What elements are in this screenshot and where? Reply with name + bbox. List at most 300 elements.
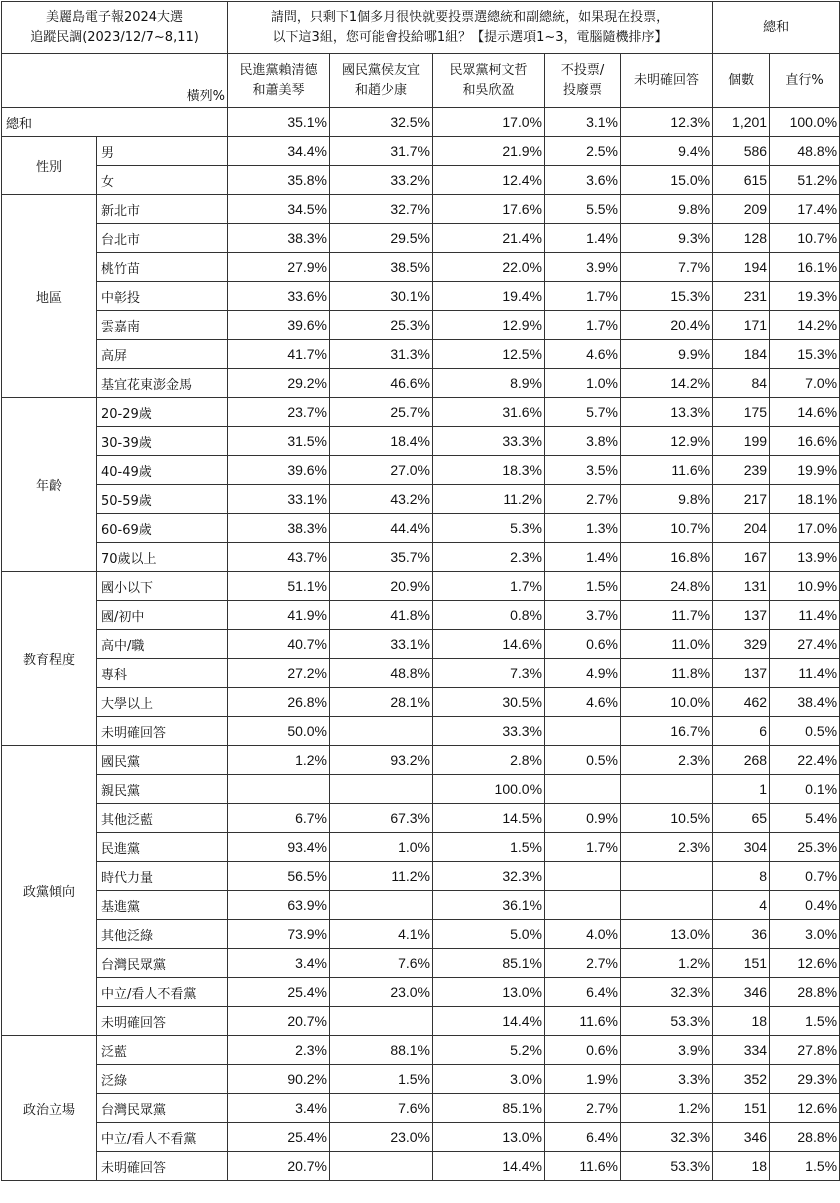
data-cell: 17.6% xyxy=(433,195,545,224)
group-label: 性別 xyxy=(2,137,97,195)
data-cell: 93.4% xyxy=(228,833,330,862)
data-cell: 9.4% xyxy=(621,137,713,166)
data-cell: 32.3% xyxy=(433,862,545,891)
data-cell: 6.4% xyxy=(545,978,621,1007)
data-cell: 17.0% xyxy=(433,108,545,137)
data-cell: 11.2% xyxy=(330,862,433,891)
column-header-line: 和趙少康 xyxy=(355,82,408,98)
data-cell: 11.4% xyxy=(770,659,840,688)
data-cell: 231 xyxy=(713,282,770,311)
data-cell: 23.7% xyxy=(228,398,330,427)
data-cell: 199 xyxy=(713,427,770,456)
group-label: 地區 xyxy=(2,195,97,398)
data-cell: 21.4% xyxy=(433,224,545,253)
data-cell: 13.0% xyxy=(433,978,545,1007)
table-row xyxy=(2,978,840,1007)
data-cell: 29.2% xyxy=(228,369,330,398)
data-cell: 1.4% xyxy=(545,543,621,572)
data-cell: 1.7% xyxy=(545,282,621,311)
data-cell xyxy=(228,775,330,804)
data-cell: 151 xyxy=(713,1094,770,1123)
data-cell: 15.3% xyxy=(621,282,713,311)
data-cell: 16.6% xyxy=(770,427,840,456)
data-cell: 4.1% xyxy=(330,920,433,949)
data-cell: 100.0% xyxy=(770,108,840,137)
data-cell: 1.2% xyxy=(621,949,713,978)
data-cell: 16.1% xyxy=(770,253,840,282)
data-cell: 90.2% xyxy=(228,1065,330,1094)
data-cell: 23.0% xyxy=(330,1123,433,1152)
table-body xyxy=(2,108,840,1181)
data-cell: 56.5% xyxy=(228,862,330,891)
column-header-line: 民進黨賴清德 xyxy=(239,62,318,78)
data-cell: 38.4% xyxy=(770,688,840,717)
table-row xyxy=(2,572,840,601)
data-cell: 239 xyxy=(713,456,770,485)
row-label: 60-69歲 xyxy=(97,514,228,543)
data-cell: 12.5% xyxy=(433,340,545,369)
data-cell: 28.8% xyxy=(770,1123,840,1152)
data-cell: 14.4% xyxy=(433,1152,545,1181)
data-cell: 53.3% xyxy=(621,1152,713,1181)
row-label: 中立/看人不看黨 xyxy=(97,1123,228,1152)
data-cell: 184 xyxy=(713,340,770,369)
table-title-line-2: 追蹤民調(2023/12/7~8,11) xyxy=(30,29,199,45)
data-cell: 51.2% xyxy=(770,166,840,195)
data-cell: 28.1% xyxy=(330,688,433,717)
data-cell: 0.6% xyxy=(545,630,621,659)
column-header xyxy=(770,54,840,108)
data-cell: 19.9% xyxy=(770,456,840,485)
table-row xyxy=(2,659,840,688)
data-cell: 1.5% xyxy=(770,1007,840,1036)
table-row xyxy=(2,253,840,282)
data-cell: 1 xyxy=(713,775,770,804)
data-cell: 462 xyxy=(713,688,770,717)
row-label: 國小以下 xyxy=(97,572,228,601)
data-cell: 13.3% xyxy=(621,398,713,427)
row-label: 未明確回答 xyxy=(97,1152,228,1181)
row-label: 50-59歲 xyxy=(97,485,228,514)
data-cell: 1.4% xyxy=(545,224,621,253)
data-cell: 2.7% xyxy=(545,1094,621,1123)
data-cell: 33.6% xyxy=(228,282,330,311)
data-cell: 217 xyxy=(713,485,770,514)
table-row xyxy=(2,833,840,862)
table-row xyxy=(2,224,840,253)
row-label: 女 xyxy=(97,166,228,195)
data-cell: 73.9% xyxy=(228,920,330,949)
table-row xyxy=(2,485,840,514)
data-cell: 8 xyxy=(713,862,770,891)
data-cell: 1,201 xyxy=(713,108,770,137)
data-cell: 40.7% xyxy=(228,630,330,659)
data-cell: 25.7% xyxy=(330,398,433,427)
data-cell: 6 xyxy=(713,717,770,746)
data-cell: 5.3% xyxy=(433,514,545,543)
table-row xyxy=(2,311,840,340)
row-percent-label: 橫列% xyxy=(2,54,228,108)
data-cell: 209 xyxy=(713,195,770,224)
data-cell: 7.3% xyxy=(433,659,545,688)
column-header-line: 直行% xyxy=(785,72,824,88)
data-cell: 22.4% xyxy=(770,746,840,775)
row-label: 未明確回答 xyxy=(97,717,228,746)
data-cell: 151 xyxy=(713,949,770,978)
data-cell xyxy=(621,775,713,804)
data-cell: 586 xyxy=(713,137,770,166)
table-row xyxy=(2,1094,840,1123)
data-cell: 41.7% xyxy=(228,340,330,369)
data-cell: 2.3% xyxy=(228,1036,330,1065)
data-cell: 15.0% xyxy=(621,166,713,195)
question-line-2: 以下這3組，您可能會投給哪1組？【提示選項1~3，電腦隨機排序】 xyxy=(272,29,668,45)
data-cell: 1.5% xyxy=(545,572,621,601)
row-label: 高中/職 xyxy=(97,630,228,659)
row-label: 泛藍 xyxy=(97,1036,228,1065)
data-cell: 137 xyxy=(713,601,770,630)
data-cell: 0.1% xyxy=(770,775,840,804)
data-cell: 20.9% xyxy=(330,572,433,601)
data-cell: 2.3% xyxy=(621,746,713,775)
row-label: 中彰投 xyxy=(97,282,228,311)
data-cell: 3.0% xyxy=(433,1065,545,1094)
data-cell: 7.6% xyxy=(330,949,433,978)
data-cell: 204 xyxy=(713,514,770,543)
data-cell: 30.1% xyxy=(330,282,433,311)
row-label: 國/初中 xyxy=(97,601,228,630)
group-label: 政治立場 xyxy=(2,1036,97,1181)
group-label: 教育程度 xyxy=(2,572,97,746)
data-cell: 7.0% xyxy=(770,369,840,398)
data-cell: 0.4% xyxy=(770,891,840,920)
data-cell: 32.3% xyxy=(621,1123,713,1152)
data-cell: 18.4% xyxy=(330,427,433,456)
data-cell: 7.6% xyxy=(330,1094,433,1123)
data-cell: 25.3% xyxy=(330,311,433,340)
table-row xyxy=(2,1123,840,1152)
table-row xyxy=(2,601,840,630)
data-cell: 4.9% xyxy=(545,659,621,688)
table-row xyxy=(2,543,840,572)
data-cell xyxy=(545,717,621,746)
row-label: 未明確回答 xyxy=(97,1007,228,1036)
data-cell: 1.5% xyxy=(770,1152,840,1181)
data-cell: 12.4% xyxy=(433,166,545,195)
data-cell: 1.7% xyxy=(545,833,621,862)
data-cell xyxy=(621,862,713,891)
data-cell: 3.1% xyxy=(545,108,621,137)
table-row xyxy=(2,427,840,456)
data-cell: 4.6% xyxy=(545,688,621,717)
data-cell: 9.9% xyxy=(621,340,713,369)
data-cell xyxy=(330,717,433,746)
data-cell: 23.0% xyxy=(330,978,433,1007)
column-header xyxy=(433,54,545,108)
data-cell: 39.6% xyxy=(228,456,330,485)
data-cell: 11.2% xyxy=(433,485,545,514)
table-row xyxy=(2,920,840,949)
data-cell: 17.4% xyxy=(770,195,840,224)
data-cell: 5.5% xyxy=(545,195,621,224)
data-cell: 12.9% xyxy=(621,427,713,456)
table-row xyxy=(2,456,840,485)
data-cell: 304 xyxy=(713,833,770,862)
data-cell: 1.7% xyxy=(433,572,545,601)
data-cell: 38.3% xyxy=(228,224,330,253)
table-row xyxy=(2,195,840,224)
data-cell: 63.9% xyxy=(228,891,330,920)
table-row xyxy=(2,514,840,543)
data-cell: 88.1% xyxy=(330,1036,433,1065)
data-cell: 44.4% xyxy=(330,514,433,543)
data-cell: 329 xyxy=(713,630,770,659)
table-row xyxy=(2,717,840,746)
table-row xyxy=(2,369,840,398)
row-label: 台灣民眾黨 xyxy=(97,949,228,978)
data-cell: 346 xyxy=(713,1123,770,1152)
data-cell: 31.5% xyxy=(228,427,330,456)
data-cell: 46.6% xyxy=(330,369,433,398)
data-cell: 50.0% xyxy=(228,717,330,746)
row-label: 男 xyxy=(97,137,228,166)
data-cell: 27.9% xyxy=(228,253,330,282)
row-label: 基進黨 xyxy=(97,891,228,920)
data-cell: 5.0% xyxy=(433,920,545,949)
data-cell: 4 xyxy=(713,891,770,920)
data-cell: 14.5% xyxy=(433,804,545,833)
data-cell: 65 xyxy=(713,804,770,833)
row-label: 泛綠 xyxy=(97,1065,228,1094)
data-cell: 346 xyxy=(713,978,770,1007)
table-row xyxy=(2,108,840,137)
data-cell: 4.6% xyxy=(545,340,621,369)
data-cell: 10.5% xyxy=(621,804,713,833)
data-cell: 18 xyxy=(713,1007,770,1036)
data-cell: 22.0% xyxy=(433,253,545,282)
data-cell: 41.9% xyxy=(228,601,330,630)
data-cell: 128 xyxy=(713,224,770,253)
data-cell: 0.8% xyxy=(433,601,545,630)
data-cell: 9.8% xyxy=(621,485,713,514)
data-cell: 20.7% xyxy=(228,1152,330,1181)
data-cell: 13.0% xyxy=(433,1123,545,1152)
data-cell: 32.7% xyxy=(330,195,433,224)
table-row xyxy=(2,1007,840,1036)
data-cell: 137 xyxy=(713,659,770,688)
data-cell xyxy=(545,891,621,920)
data-cell: 10.7% xyxy=(770,224,840,253)
data-cell: 32.5% xyxy=(330,108,433,137)
row-label: 40-49歲 xyxy=(97,456,228,485)
data-cell: 7.7% xyxy=(621,253,713,282)
row-label: 時代力量 xyxy=(97,862,228,891)
table-row xyxy=(2,1152,840,1181)
data-cell: 33.3% xyxy=(433,427,545,456)
data-cell: 20.4% xyxy=(621,311,713,340)
data-cell: 36.1% xyxy=(433,891,545,920)
data-cell: 13.0% xyxy=(621,920,713,949)
data-cell: 31.6% xyxy=(433,398,545,427)
data-cell: 10.7% xyxy=(621,514,713,543)
data-cell: 13.9% xyxy=(770,543,840,572)
data-cell: 15.3% xyxy=(770,340,840,369)
column-header-line: 投廢票 xyxy=(563,82,603,98)
row-label: 中立/看人不看黨 xyxy=(97,978,228,1007)
data-cell: 10.9% xyxy=(770,572,840,601)
data-cell: 2.5% xyxy=(545,137,621,166)
data-cell: 34.5% xyxy=(228,195,330,224)
question-line-1: 請問，只剩下1個多月很快就要投票選總統和副總統，如果現在投票， xyxy=(270,9,670,25)
data-cell: 0.7% xyxy=(770,862,840,891)
data-cell: 36 xyxy=(713,920,770,949)
data-cell xyxy=(330,1007,433,1036)
row-label: 桃竹苗 xyxy=(97,253,228,282)
data-cell: 8.9% xyxy=(433,369,545,398)
data-cell: 28.8% xyxy=(770,978,840,1007)
row-label: 高屏 xyxy=(97,340,228,369)
data-cell: 14.2% xyxy=(770,311,840,340)
data-cell: 31.3% xyxy=(330,340,433,369)
table-title xyxy=(2,2,228,54)
column-header-line: 不投票/ xyxy=(560,62,605,78)
data-cell: 33.1% xyxy=(228,485,330,514)
data-cell: 3.4% xyxy=(228,1094,330,1123)
data-cell: 268 xyxy=(713,746,770,775)
data-cell: 3.4% xyxy=(228,949,330,978)
data-cell: 29.3% xyxy=(770,1065,840,1094)
data-cell: 34.4% xyxy=(228,137,330,166)
data-cell: 11.6% xyxy=(545,1152,621,1181)
data-cell: 35.1% xyxy=(228,108,330,137)
data-cell: 18.1% xyxy=(770,485,840,514)
table-row xyxy=(2,630,840,659)
data-cell: 10.0% xyxy=(621,688,713,717)
data-cell: 11.8% xyxy=(621,659,713,688)
data-cell: 11.6% xyxy=(545,1007,621,1036)
total-header: 總和 xyxy=(713,2,840,54)
data-cell: 26.8% xyxy=(228,688,330,717)
data-cell: 3.0% xyxy=(770,920,840,949)
data-cell: 5.7% xyxy=(545,398,621,427)
row-label: 新北市 xyxy=(97,195,228,224)
poll-crosstab-table xyxy=(1,1,840,1181)
table-row xyxy=(2,862,840,891)
data-cell: 12.9% xyxy=(433,311,545,340)
row-label: 其他泛藍 xyxy=(97,804,228,833)
data-cell xyxy=(545,775,621,804)
group-label: 政黨傾向 xyxy=(2,746,97,1036)
data-cell: 20.7% xyxy=(228,1007,330,1036)
data-cell: 1.7% xyxy=(545,311,621,340)
data-cell: 9.3% xyxy=(621,224,713,253)
data-cell: 93.2% xyxy=(330,746,433,775)
data-cell: 14.2% xyxy=(621,369,713,398)
row-label: 70歲以上 xyxy=(97,543,228,572)
data-cell: 85.1% xyxy=(433,949,545,978)
data-cell: 0.5% xyxy=(770,717,840,746)
column-header-line: 個數 xyxy=(728,72,755,88)
row-label: 雲嘉南 xyxy=(97,311,228,340)
table-row xyxy=(2,1036,840,1065)
data-cell xyxy=(330,1152,433,1181)
row-label: 30-39歲 xyxy=(97,427,228,456)
data-cell: 25.4% xyxy=(228,1123,330,1152)
column-header-line: 和蕭美琴 xyxy=(252,82,305,98)
group-label: 年齡 xyxy=(2,398,97,572)
column-header xyxy=(228,54,330,108)
data-cell: 1.2% xyxy=(228,746,330,775)
data-cell: 175 xyxy=(713,398,770,427)
data-cell: 41.8% xyxy=(330,601,433,630)
data-cell: 12.6% xyxy=(770,1094,840,1123)
data-cell: 38.5% xyxy=(330,253,433,282)
data-cell: 31.7% xyxy=(330,137,433,166)
data-cell: 1.0% xyxy=(545,369,621,398)
data-cell: 1.0% xyxy=(330,833,433,862)
data-cell: 5.2% xyxy=(433,1036,545,1065)
row-label: 大學以上 xyxy=(97,688,228,717)
data-cell: 12.3% xyxy=(621,108,713,137)
table-row xyxy=(2,340,840,369)
data-cell: 27.4% xyxy=(770,630,840,659)
data-cell: 5.4% xyxy=(770,804,840,833)
data-cell: 131 xyxy=(713,572,770,601)
table-row xyxy=(2,282,840,311)
data-cell: 6.7% xyxy=(228,804,330,833)
data-cell: 33.1% xyxy=(330,630,433,659)
data-cell: 38.3% xyxy=(228,514,330,543)
data-cell: 3.9% xyxy=(621,1036,713,1065)
table-row xyxy=(2,891,840,920)
data-cell: 352 xyxy=(713,1065,770,1094)
data-cell: 3.6% xyxy=(545,166,621,195)
data-cell: 19.4% xyxy=(433,282,545,311)
group-label: 總和 xyxy=(2,108,228,137)
data-cell: 85.1% xyxy=(433,1094,545,1123)
data-cell: 25.3% xyxy=(770,833,840,862)
data-cell: 167 xyxy=(713,543,770,572)
data-cell: 4.0% xyxy=(545,920,621,949)
table-row xyxy=(2,398,840,427)
data-cell: 2.3% xyxy=(433,543,545,572)
row-label: 專科 xyxy=(97,659,228,688)
row-label: 20-29歲 xyxy=(97,398,228,427)
data-cell: 14.6% xyxy=(770,398,840,427)
row-label: 基宜花東澎金馬 xyxy=(97,369,228,398)
table-row xyxy=(2,1065,840,1094)
data-cell: 33.3% xyxy=(433,717,545,746)
data-cell: 1.2% xyxy=(621,1094,713,1123)
data-cell: 48.8% xyxy=(770,137,840,166)
data-cell: 12.6% xyxy=(770,949,840,978)
data-cell: 19.3% xyxy=(770,282,840,311)
data-cell: 0.9% xyxy=(545,804,621,833)
table-row xyxy=(2,949,840,978)
column-header xyxy=(621,54,713,108)
data-cell: 14.4% xyxy=(433,1007,545,1036)
data-cell: 21.9% xyxy=(433,137,545,166)
column-header-line: 民眾黨柯文哲 xyxy=(449,62,528,78)
data-cell: 334 xyxy=(713,1036,770,1065)
data-cell: 11.7% xyxy=(621,601,713,630)
row-label: 國民黨 xyxy=(97,746,228,775)
column-header xyxy=(713,54,770,108)
data-cell: 27.2% xyxy=(228,659,330,688)
data-cell: 24.8% xyxy=(621,572,713,601)
column-header xyxy=(330,54,433,108)
data-cell: 2.8% xyxy=(433,746,545,775)
